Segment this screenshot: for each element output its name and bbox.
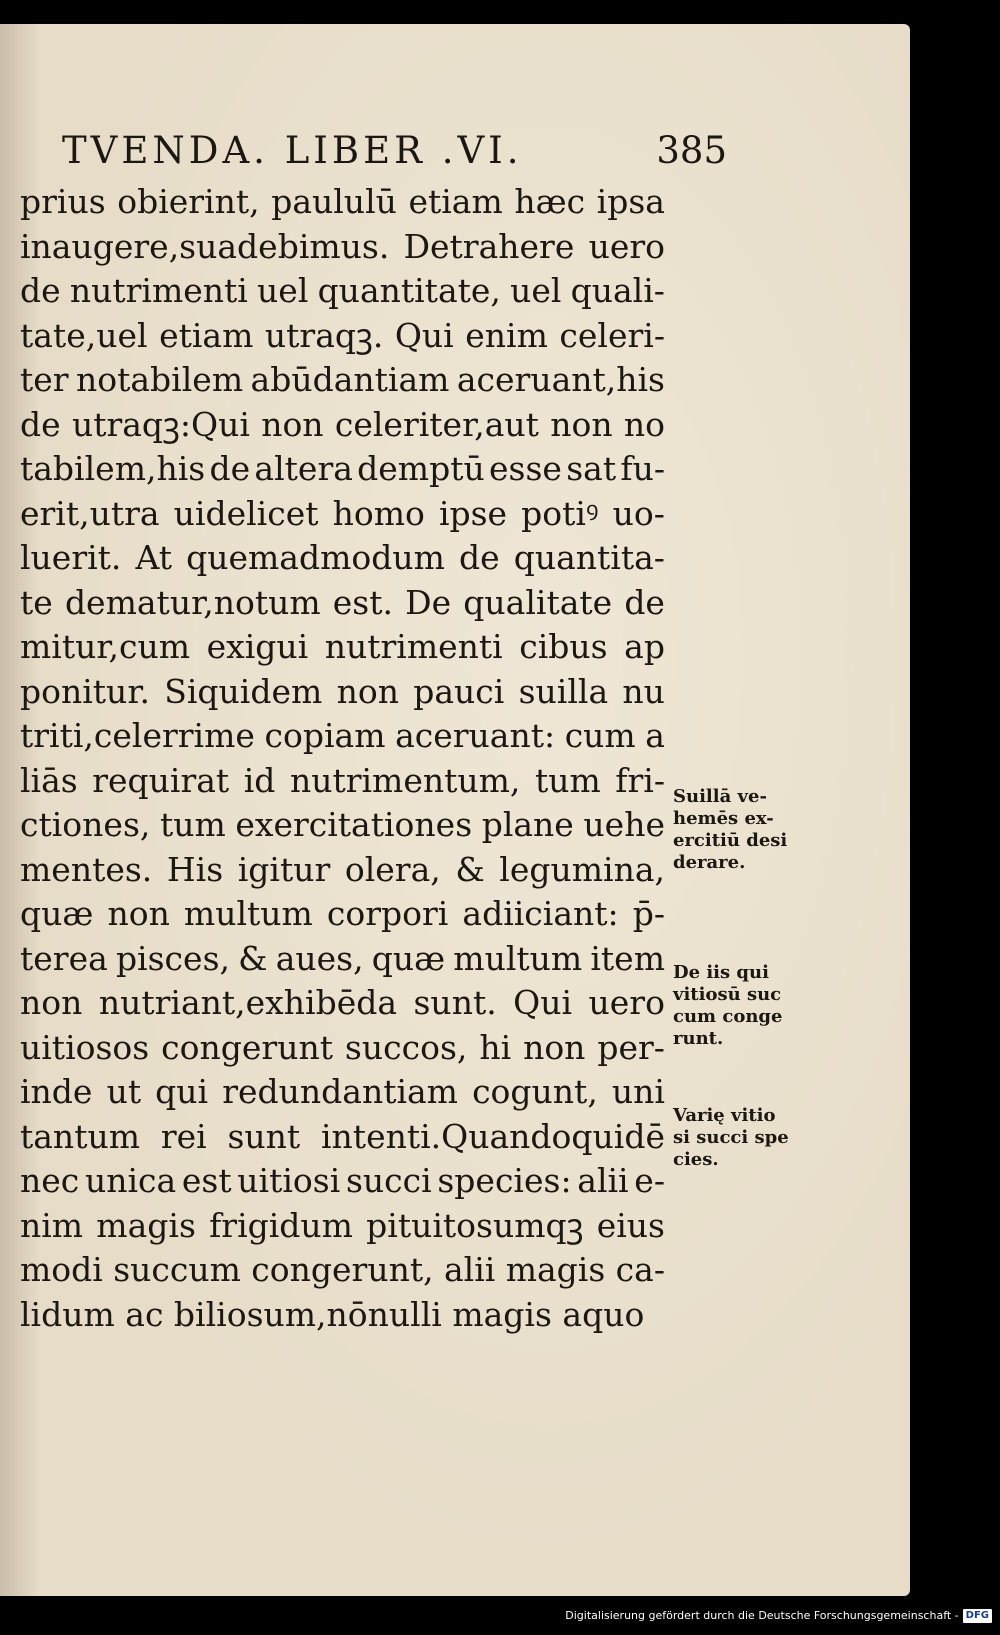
marginal-note-suilla <box>673 786 813 874</box>
credit-text: Digitalisierung gefördert durch die Deutsche Forschungsgemeinschaft - <box>565 1609 959 1622</box>
marginal-note-line: si succi spe <box>673 1127 789 1148</box>
marginal-note-species <box>673 1105 813 1171</box>
marginal-note-line: runt. <box>673 1028 724 1049</box>
text-line: liās requirat id nutrimentum, tum fri- <box>20 760 665 800</box>
text-line: mentes. His igitur olera, & legumina, <box>20 849 665 889</box>
text-line: mitur,cum exigui nutrimenti cibus ap <box>20 627 665 666</box>
text-line: de utraqꝫ:Qui non celeriter,aut non no <box>20 404 665 444</box>
marginal-note-line: ercitiū desi <box>673 830 788 851</box>
body-text <box>20 180 665 1337</box>
text-line: non nutriant,exhibēda sunt. Qui uero <box>20 983 665 1022</box>
text-line: nec unica est uitiosi succi species: alii e- <box>20 1161 665 1200</box>
marginal-note-line: derare. <box>673 852 746 873</box>
text-line: prius obierint, paululū etiam hæc ipsa <box>20 182 665 221</box>
text-line: terea pisces, & aues, quæ multum item <box>20 938 665 978</box>
page-header <box>62 129 727 173</box>
marginal-note-line: Suillā ve- <box>673 786 767 807</box>
marginal-note-line: De iis qui <box>673 962 769 983</box>
text-line: erit,utra uidelicet homo ipse potiꝰ uo- <box>20 493 665 533</box>
text-line: triti,celerrime copiam aceruant: cum a <box>20 716 665 755</box>
text-line: luerit. At quemadmodum de quantita- <box>20 538 665 577</box>
page-number: 385 <box>656 129 727 172</box>
marginal-note-line: Varię vitio <box>673 1105 776 1126</box>
text-line: nim magis frigidum pituitosumqꝫ eius <box>20 1205 665 1245</box>
text-line: tate,uel etiam utraqꝫ. Qui enim celeri- <box>20 315 665 355</box>
text-line: uitiosos congerunt succos, hi non per- <box>20 1027 665 1067</box>
marginal-note-line: hemēs ex- <box>673 808 774 829</box>
text-line: inaugere,suadebimus. Detrahere uero <box>20 226 665 266</box>
marginal-note-vitiosum <box>673 962 813 1050</box>
text-line: ter notabilem abūdantiam aceruant,his <box>20 360 665 399</box>
text-line: quæ non multum corpori adiiciant: p̄- <box>20 894 665 933</box>
dfg-logo-icon: DFG <box>963 1609 992 1623</box>
text-line: te dematur,notum est. De qualitate de <box>20 582 665 622</box>
text-line: de nutrimenti uel quantitate, uel quali- <box>20 271 665 310</box>
text-line: tabilem,his de altera demptū esse sat fu- <box>20 449 665 488</box>
marginal-note-line: cum conge <box>673 1006 783 1027</box>
text-line: inde ut qui redundantiam cogunt, uni <box>20 1072 665 1111</box>
marginal-note-line: cies. <box>673 1149 719 1170</box>
text-line: tantum rei sunt intenti.Quandoquidē <box>20 1116 665 1156</box>
text-line: lidum ac biliosum,nōnulli magis aquo <box>20 1294 645 1334</box>
marginal-note-line: vitiosū suc <box>673 984 782 1005</box>
text-line: modi succum congerunt, alii magis ca- <box>20 1250 665 1289</box>
text-line: ctiones, tum exercitationes plane uehe <box>20 805 665 844</box>
running-head: TVENDA. LIBER .VI. <box>62 129 523 172</box>
text-line: ponitur. Siquidem non pauci suilla nu <box>20 671 665 711</box>
digitization-credit <box>565 1607 992 1625</box>
book-page <box>0 24 910 1596</box>
